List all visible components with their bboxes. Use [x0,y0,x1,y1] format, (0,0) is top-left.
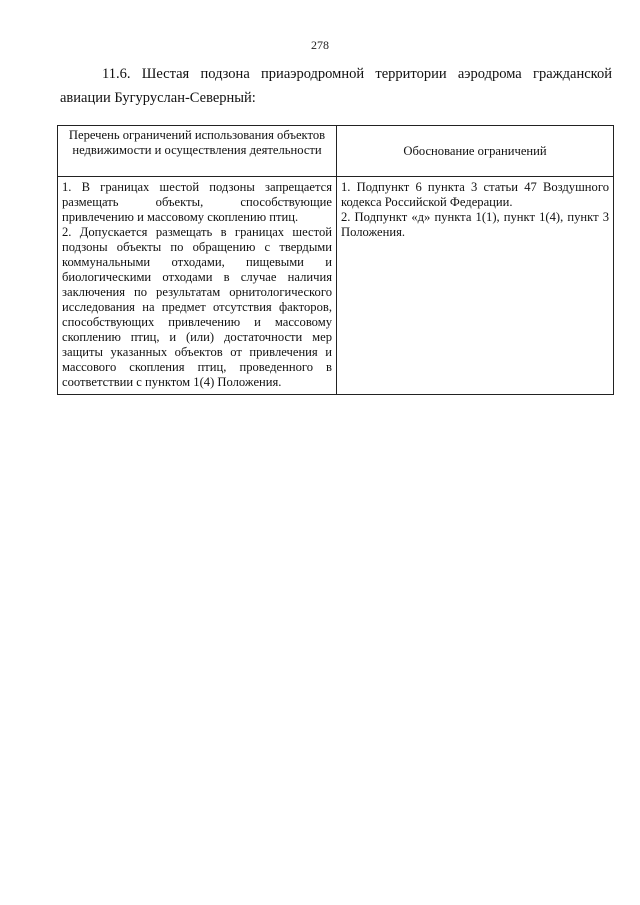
table-header-row [58,126,614,177]
header-justification: Обоснование ограничений [337,126,614,177]
page-number: 278 [311,38,329,52]
restriction-item: 1. В границах шестой подзоны запрещается размещать объекты, способствующие привлечению и массовому скоплению птиц. [62,180,332,224]
section-heading-line-1: 11.6. Шестая подзона приаэродромной территории аэродрома гражданской [102,66,612,82]
justification-item: 1. Подпункт 6 пункта 3 статьи 47 Воздушного кодекса Российской Федерации. [341,180,609,209]
section-heading [60,62,612,110]
restriction-item: 2. Допускается размещать в границах шестой подзоны объекты по обращению с твердыми коммунальными отходами, пищевыми и биологическими отходами в случае наличия заключения по результатам орнитологического исследования на предмет отсутствия факторов, способствующих привлечению и массовому скоплению птиц, и (или) достаточности мер защиты указанных объектов от привлечения и массового скопления птиц, проведенного в соответствии с пунктом 1(4) Положения. [62,225,332,389]
section-heading-line-2: авиации Бугуруслан-Северный: [60,90,256,106]
header-restrictions-list: Перечень ограничений использования объектов недвижимости и осуществления деятельности [58,126,337,177]
justification-item: 2. Подпункт «д» пункта 1(1), пункт 1(4), пункт 3 Положения. [341,210,609,239]
restrictions-table [57,125,614,395]
restrictions-cell [58,177,337,395]
table-row [58,177,614,395]
justification-cell [337,177,614,395]
